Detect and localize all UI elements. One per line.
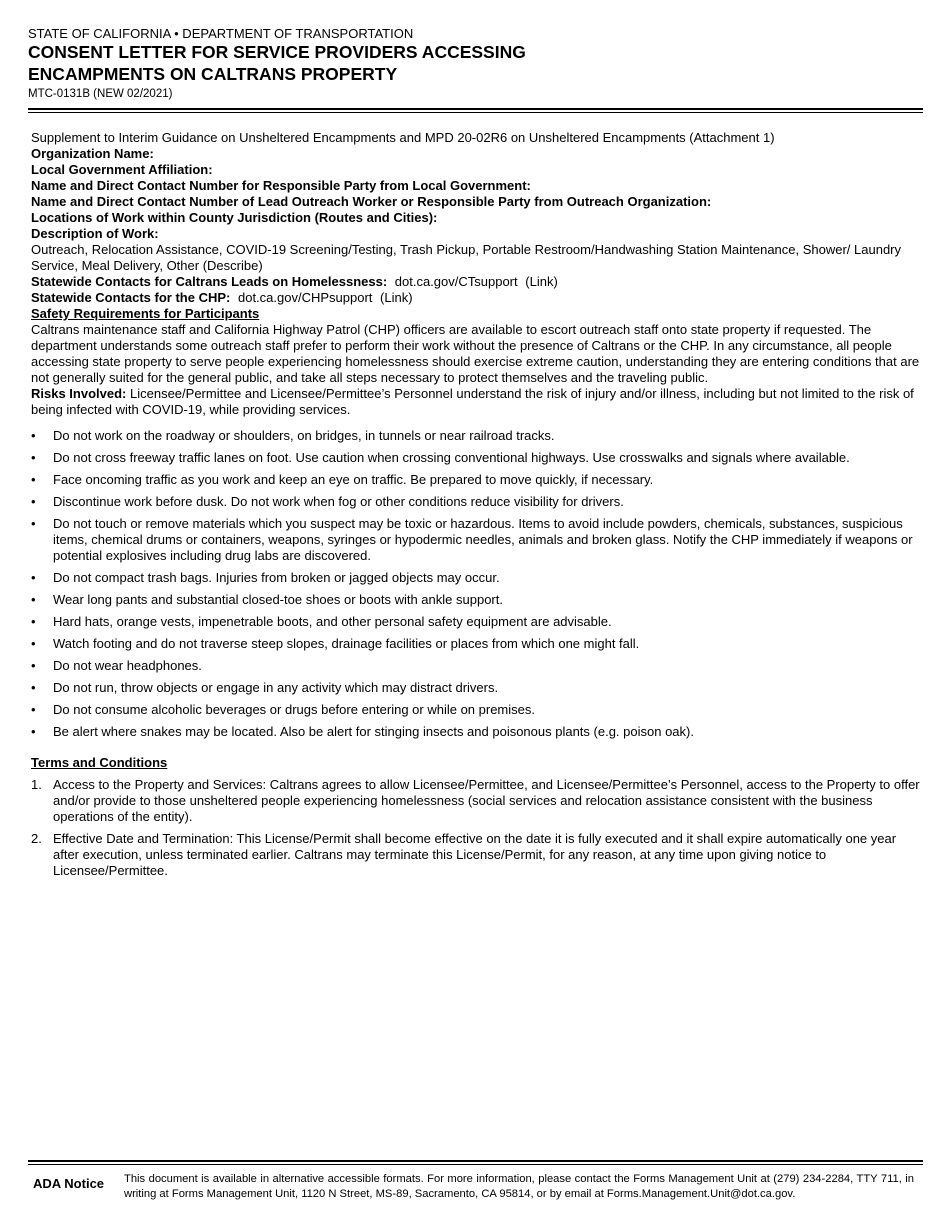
- list-item: • Do not compact trash bags. Injuries from broken or jagged objects may occur.: [31, 570, 500, 585]
- footer-divider-thick: [28, 1160, 923, 1162]
- term-number: 1.: [31, 777, 42, 792]
- ada-notice-label: ADA Notice: [33, 1176, 105, 1191]
- bullet-icon: •: [31, 724, 36, 739]
- list-item: • Do not touch or remove materials which you suspect may be toxic or hazardous. Items to avoid include powders, chemicals, substances, suspicious items, chemical drums or containers, weapons, syringes or hypodermic needles, animals and broken glass. Notify the CHP immediately if weapons or potential explosives including drug labs are discovered.: [31, 516, 913, 563]
- safety-bullet-list: [31, 428, 921, 740]
- list-item: • Be alert where snakes may be located. Also be alert for stinging insects and poisonous plants (e.g. poison oak).: [31, 724, 694, 739]
- caltrans-contacts-link-suffix: (Link): [525, 274, 558, 289]
- bullet-icon: •: [31, 516, 36, 531]
- term-number: 2.: [31, 831, 42, 846]
- organization-name-field: Organization Name:: [31, 146, 154, 161]
- local-government-affiliation-field: Local Government Affiliation:: [31, 162, 213, 177]
- supplement-line: Supplement to Interim Guidance on Unsheltered Encampments and MPD 20-02R6 on Unsheltered Encampments (Attachment 1): [31, 130, 775, 145]
- bullet-icon: •: [31, 636, 36, 651]
- chp-contacts-link[interactable]: dot.ca.gov/CHPsupport: [237, 290, 373, 305]
- header-divider-thick: [28, 108, 923, 110]
- list-item: • Do not work on the roadway or shoulders, on bridges, in tunnels or near railroad tracks.: [31, 428, 555, 443]
- bullet-icon: •: [31, 428, 36, 443]
- locations-of-work-field: Locations of Work within County Jurisdiction (Routes and Cities):: [31, 210, 438, 225]
- terms-conditions-heading: Terms and Conditions: [31, 755, 168, 770]
- form-number: MTC-0131B (NEW 02/2021): [28, 88, 173, 100]
- list-item: • Do not run, throw objects or engage in any activity which may distract drivers.: [31, 680, 499, 695]
- lead-outreach-worker-field: Name and Direct Contact Number of Lead Outreach Worker or Responsible Party from Outreach Organization:: [31, 194, 712, 209]
- list-item: • Do not cross freeway traffic lanes on foot. Use caution when crossing conventional highways. Use crosswalks and signals where available.: [31, 450, 850, 465]
- bullet-icon: •: [31, 614, 36, 629]
- list-item: 1. Access to the Property and Services: Caltrans agrees to allow Licensee/Permittee, and Licensee/Permittee’s Personnel, access to the Property to offer and/or provide to those unsheltered people experiencing homelessness (social services and relocation assistance consistent with the business operations of the entity).: [31, 777, 920, 824]
- caltrans-contacts-link[interactable]: dot.ca.gov/CTsupport: [394, 274, 518, 289]
- form-body: [31, 130, 921, 885]
- list-item: • Wear long pants and substantial closed-toe shoes or boots with ankle support.: [31, 592, 503, 607]
- bullet-icon: •: [31, 680, 36, 695]
- agency-line: STATE OF CALIFORNIA • DEPARTMENT OF TRANSPORTATION: [28, 26, 414, 41]
- caltrans-contacts-line: [31, 274, 921, 290]
- header-divider-thin: [28, 112, 923, 113]
- list-item: • Discontinue work before dusk. Do not work when fog or other conditions reduce visibility for drivers.: [31, 494, 624, 509]
- bullet-icon: •: [31, 570, 36, 585]
- ada-notice-text: This document is available in alternative accessible formats. For more information, please contact the Forms Management Unit at (279) 234-2284, TTY 711, in writing at Forms Management Unit, 1120 N Street, MS-89, Sacramento, CA 95814, or by email at Forms.Management.Unit@dot.ca.gov.: [124, 1173, 914, 1200]
- bullet-icon: •: [31, 702, 36, 717]
- safety-requirements-paragraph: Caltrans maintenance staff and California Highway Patrol (CHP) officers are available to escort outreach staff onto state property if requested. The department understands some outreach staff prefer to perform their work without the presence of Caltrans or the CHP. In any circumstance, all people accessing state property to serve people experiencing homelessness should exercise extreme caution, understanding they are entering conditions that are not generally suited for the general public, and take all steps necessary to protect themselves and the traveling public.: [31, 322, 920, 385]
- description-of-work-text: Outreach, Relocation Assistance, COVID-19 Screening/Testing, Trash Pickup, Portable Restroom/Handwashing Station Maintenance, Shower/ Laundry Service, Meal Delivery, Other (Describe): [31, 242, 902, 273]
- bullet-icon: •: [31, 592, 36, 607]
- caltrans-contacts-label: Statewide Contacts for Caltrans Leads on Homelessness:: [31, 274, 388, 289]
- bullet-icon: •: [31, 658, 36, 673]
- list-item: 2. Effective Date and Termination: This License/Permit shall become effective on the date it is fully executed and it shall expire automatically one year after execution, unless terminated earlier. Caltrans may terminate this License/Permit, for any reason, at any time upon giving notice to Licensee/Permittee.: [31, 831, 897, 878]
- form-title-line-1: CONSENT LETTER FOR SERVICE PROVIDERS ACCESSING: [28, 42, 526, 62]
- form-title-line-2: ENCAMPMENTS ON CALTRANS PROPERTY: [28, 64, 398, 84]
- list-item: • Watch footing and do not traverse steep slopes, drainage facilities or places from which one might fall.: [31, 636, 640, 651]
- safety-requirements-heading: Safety Requirements for Participants: [31, 306, 260, 321]
- terms-list: [31, 777, 921, 879]
- list-item: • Do not consume alcoholic beverages or drugs before entering or while on premises.: [31, 702, 535, 717]
- bullet-icon: •: [31, 472, 36, 487]
- risks-involved-paragraph: [31, 386, 921, 418]
- footer-divider-thin: [28, 1164, 923, 1165]
- list-item: • Do not wear headphones.: [31, 658, 202, 673]
- form-header: [28, 27, 923, 101]
- local-responsible-party-field: Name and Direct Contact Number for Responsible Party from Local Government:: [31, 178, 531, 193]
- risks-involved-label: Risks Involved:: [31, 386, 127, 401]
- list-item: • Hard hats, orange vests, impenetrable boots, and other personal safety equipment are advisable.: [31, 614, 612, 629]
- risks-involved-text: Licensee/Permittee and Licensee/Permittee’s Personnel understand the risk of injury and/or illness, including but not limited to the risk of being infected with COVID-19, while providing services.: [31, 386, 914, 417]
- bullet-icon: •: [31, 450, 36, 465]
- chp-contacts-line: [31, 290, 921, 306]
- chp-contacts-link-suffix: (Link): [380, 290, 413, 305]
- list-item: • Face oncoming traffic as you work and keep an eye on traffic. Be prepared to move quickly, if necessary.: [31, 472, 654, 487]
- description-of-work-label: Description of Work:: [31, 226, 159, 241]
- bullet-icon: •: [31, 494, 36, 509]
- chp-contacts-label: Statewide Contacts for the CHP:: [31, 290, 231, 305]
